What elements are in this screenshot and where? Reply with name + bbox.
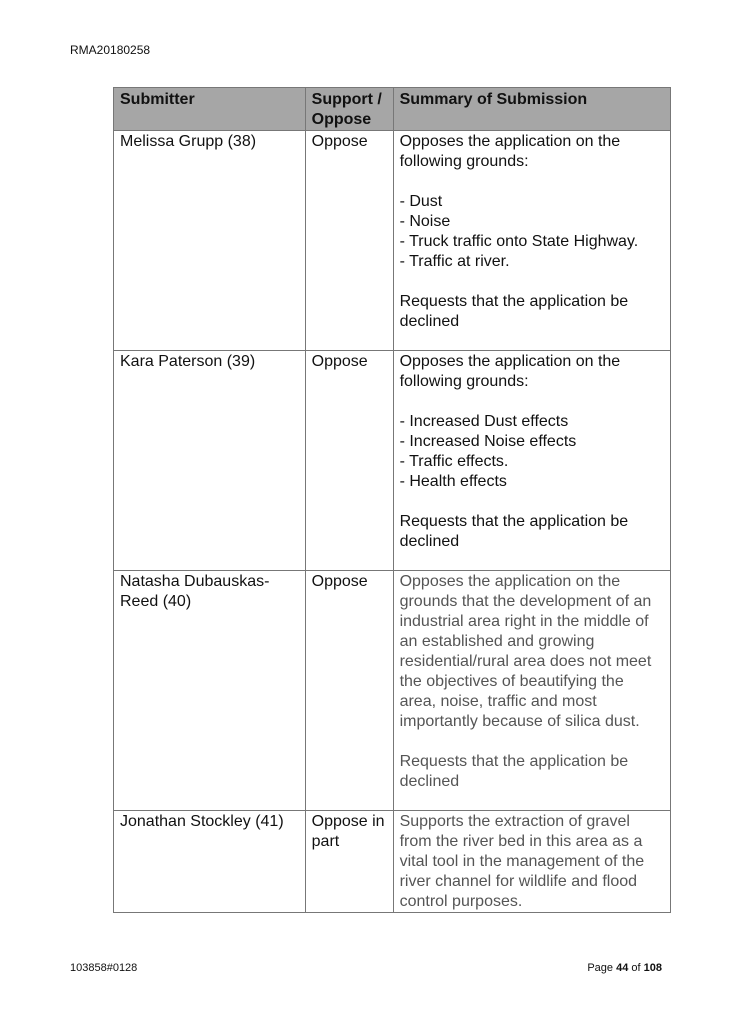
document-reference: RMA20180258 [70,43,151,57]
summary-cell [393,811,670,913]
list-item: - Health effects [399,473,507,490]
summary-request: Requests that the application be declined [399,293,629,330]
table-row [114,131,671,351]
position-cell: Oppose [305,351,393,571]
submitter-cell: Melissa Grupp (38) [114,131,306,351]
header-summary: Summary of Submission [393,88,670,131]
summary-cell [393,571,670,811]
list-item: - Increased Dust effects [399,413,569,430]
grounds-list [400,192,664,272]
footer-doc-id: 103858#0128 [70,962,138,974]
table-row [114,351,671,571]
list-item: - Noise [399,213,451,230]
header-support-oppose: Support / Oppose [305,88,393,131]
summary-intro: Opposes the application on the following grounds: [399,133,621,170]
table-row [114,571,671,811]
summary-cell [393,351,670,571]
total-pages: 108 [643,962,662,974]
table-header-row [114,88,671,131]
submitter-cell: Natasha Dubauskas-Reed (40) [114,571,306,811]
page-word: Page [587,962,614,974]
summary-request: Requests that the application be declined [399,513,629,550]
position-cell: Oppose in part [305,811,393,913]
summary-intro: Opposes the application on the grounds that the development of an industrial area right in the middle of an established and growing residential/rural area does not meet the objectives of beautifying the area, noise, traffic and most importantly because of silica dust. [399,573,652,730]
summary-intro: Supports the extraction of gravel from the river bed in this area as a vital tool in the management of the river channel for wildlife and flood control purposes. [399,813,645,910]
list-item: - Dust [399,193,443,210]
footer-page-number [587,962,662,974]
table-row [114,811,671,913]
list-item: - Traffic at river. [399,253,510,270]
submitter-cell: Jonathan Stockley (41) [114,811,306,913]
header-submitter: Submitter [114,88,306,131]
list-item: - Truck traffic onto State Highway. [399,233,639,250]
current-page: 44 [616,962,629,974]
list-item: - Traffic effects. [399,453,509,470]
summary-cell [393,131,670,351]
position-cell: Oppose [305,571,393,811]
list-item: - Increased Noise effects [399,433,577,450]
position-cell: Oppose [305,131,393,351]
summary-request: Requests that the application be declined [399,753,629,790]
of-word: of [631,962,641,974]
submissions-table [113,87,671,913]
summary-intro: Opposes the application on the following grounds: [399,353,621,390]
grounds-list [400,412,664,492]
submitter-cell: Kara Paterson (39) [114,351,306,571]
